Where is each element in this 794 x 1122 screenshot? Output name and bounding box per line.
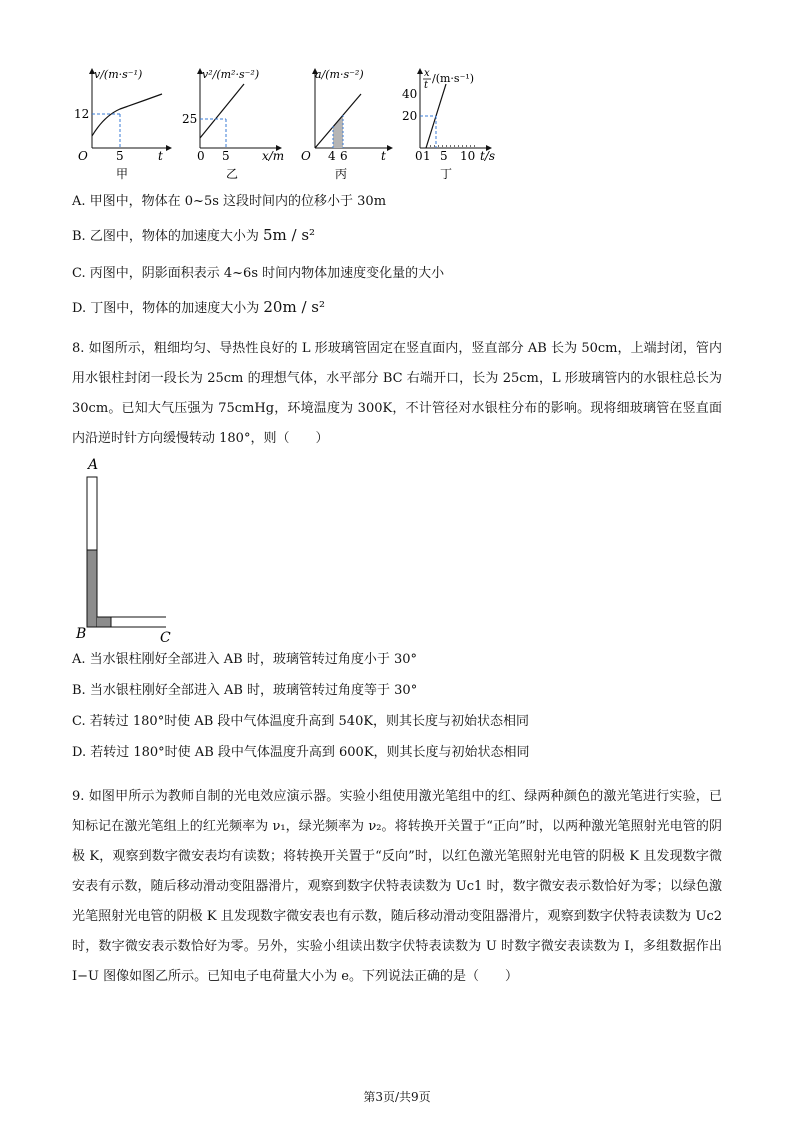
graph-jia-y-axis: v/(m·s⁻¹) bbox=[94, 68, 143, 81]
graph-bing-x-tick1: 4 bbox=[328, 149, 336, 163]
graph-bing-origin: O bbox=[301, 149, 311, 163]
graph-yi-x-tick0: 0 bbox=[197, 149, 205, 163]
graph-yi bbox=[180, 62, 290, 182]
graph-ding-y-tick2: 20 bbox=[402, 109, 418, 123]
graph-yi-y-tick: 25 bbox=[182, 112, 198, 126]
q8-l-tube-diagram bbox=[76, 452, 190, 647]
graph-ding-x-tick2: 5 bbox=[440, 149, 448, 163]
graph-jia bbox=[70, 62, 180, 182]
graph-ding-y-tick1: 40 bbox=[402, 87, 418, 101]
q8-option-c[interactable]: C. 若转过 180°时使 AB 段中气体温度升高到 540K，则其长度与初始状态相同 bbox=[72, 714, 530, 729]
q7-option-b-text: B. 乙图中，物体的加速度大小为 bbox=[72, 229, 259, 244]
q8-option-a[interactable]: A. 当水银柱刚好全部进入 AB 时，玻璃管转过角度小于 30° bbox=[72, 652, 418, 667]
graph-yi-caption: 乙 bbox=[226, 167, 239, 181]
graph-ding-y-axis-bottom: t bbox=[424, 80, 429, 91]
q8-label-c: C bbox=[160, 630, 171, 646]
q7-option-d-formula: 20m / s² bbox=[263, 298, 325, 316]
graph-jia-caption: 甲 bbox=[116, 167, 129, 181]
q8-label-b: B bbox=[76, 626, 87, 642]
graph-ding-x-tick1: 1 bbox=[423, 149, 431, 163]
q7-option-d-text: D. 丁图中，物体的加速度大小为 bbox=[72, 301, 260, 316]
graph-ding-x-axis: t/s bbox=[480, 149, 496, 163]
graph-bing-y-axis: a/(m·s⁻²) bbox=[315, 68, 364, 81]
graph-bing-caption: 丙 bbox=[335, 167, 348, 181]
graph-jia-x-axis: t bbox=[158, 149, 163, 163]
graph-jia-x-tick: 5 bbox=[116, 149, 124, 163]
graph-ding-x-tick3: 10 bbox=[460, 149, 476, 163]
graph-ding-caption: 丁 bbox=[440, 167, 453, 181]
graph-yi-x-axis: x/m bbox=[262, 149, 285, 163]
page-footer: 第3页/共9页 bbox=[363, 1090, 431, 1104]
q7-option-a[interactable]: A. 甲图中，物体在 0~5s 这段时间内的位移小于 30m bbox=[72, 194, 387, 209]
q8-option-d[interactable]: D. 若转过 180°时使 AB 段中气体温度升高到 600K，则其长度与初始状态相同 bbox=[72, 745, 530, 760]
graph-bing-x-axis: t bbox=[381, 149, 386, 163]
graph-ding-x-tick0: 0 bbox=[415, 149, 423, 163]
graph-bing bbox=[295, 62, 405, 182]
graph-ding bbox=[400, 62, 510, 182]
graph-ding-y-axis-top: x bbox=[424, 68, 430, 79]
q9-stem: 9. 如图甲所示为教师自制的光电效应演示器。实验小组使用激光笔组中的红、绿两种颜色的激光笔进行实验，已知标记在激光笔组上的红光频率为 ν₁，绿光频率为 ν₂。将转换开关置于“正向”时，以两种激光笔照射光电管的阴极 K，观察到数字微安表均有读数；将转换开关置于“反向”时，以红色激光笔照射光电管的阴极 K 且发现数字微安表有示数，随后移动滑动变阻器滑片，观察到数字伏特表读数为 Uc1 时，数字微安表示数恰好为零；以绿色激光笔照射光电管的阴极 K 且发现数字微安表也有示数，随后移动滑动变阻器滑片，观察到数字伏特表读数为 Uc2 时，数字微安表示数恰好为零。另外，实验小组读出数字伏特表读数为 U 时数字微安表读数为 I，多组数据作出 I−U 图像如图乙所示。已知电子电荷量大小为 e。下列说法正确的是（ ） bbox=[72, 789, 722, 984]
q7-option-d[interactable] bbox=[72, 298, 325, 318]
q8-label-a: A bbox=[88, 457, 99, 473]
graph-ding-y-axis-unit: /(m·s⁻¹) bbox=[432, 72, 475, 85]
q8-stem: 8. 如图所示，粗细均匀、导热性良好的 L 形玻璃管固定在竖直面内，竖直部分 AB 长为 50cm，上端封闭，管内用水银柱封闭一段长为 25cm 的理想气体，水平部分 BC 右端开口，长为 25cm，L 形玻璃管内的水银柱总长为 30cm。已知大气压强为 75cmHg，环境温度为 300K，不计管径对水银柱分布的影响。现将细玻璃管在竖直面内沿逆时针方向缓慢转动 180°，则（ ） bbox=[72, 341, 722, 446]
q8-option-b[interactable]: B. 当水银柱刚好全部进入 AB 时，玻璃管转过角度等于 30° bbox=[72, 683, 418, 698]
graph-jia-origin: O bbox=[78, 149, 88, 163]
graph-yi-y-axis: v²/(m²·s⁻²) bbox=[202, 68, 260, 81]
q7-option-c[interactable]: C. 丙图中，阴影面积表示 4~6s 时间内物体加速度变化量的大小 bbox=[72, 266, 445, 281]
graph-yi-x-tick: 5 bbox=[222, 149, 230, 163]
q7-option-b[interactable] bbox=[72, 226, 315, 246]
q7-option-b-formula: 5m / s² bbox=[262, 226, 316, 244]
graph-jia-y-tick: 12 bbox=[74, 107, 90, 121]
graph-bing-x-tick2: 6 bbox=[340, 149, 348, 163]
